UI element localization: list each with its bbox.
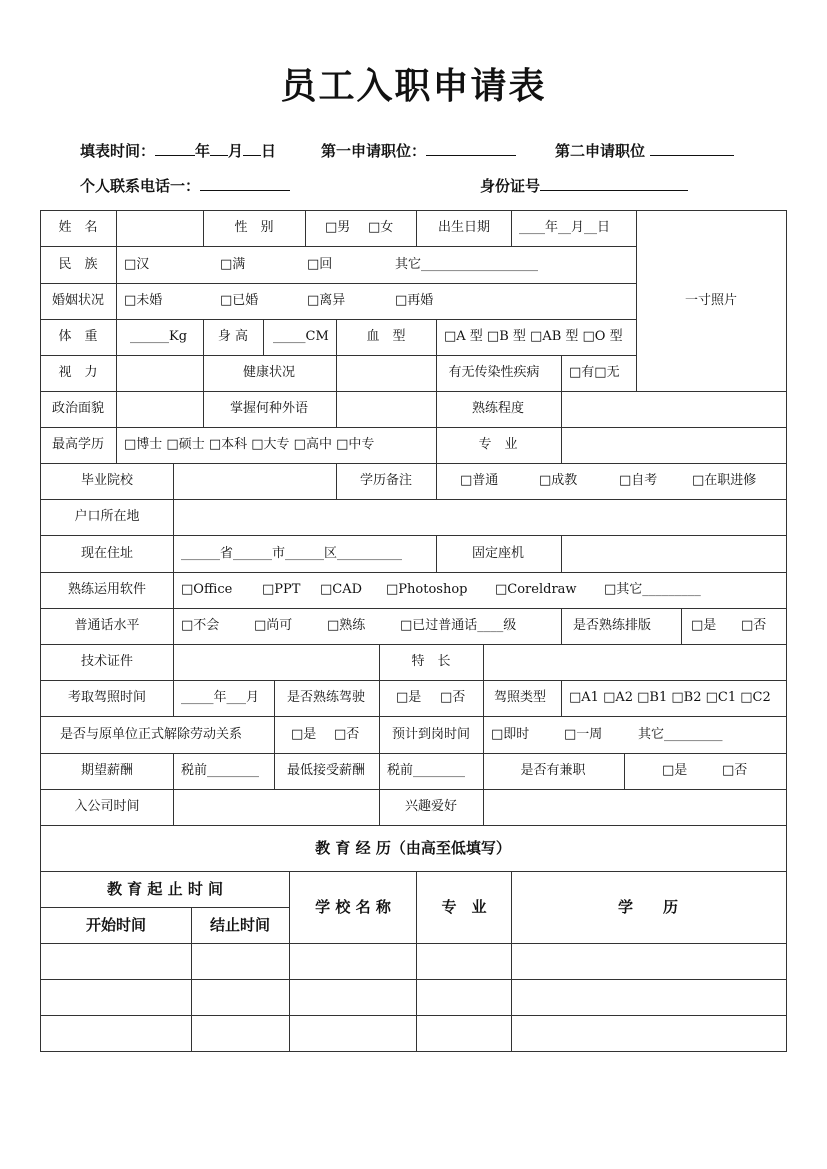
text-married[interactable]: □已婚 <box>220 293 259 308</box>
cell-vision-input[interactable] <box>116 355 204 392</box>
cell-hukou-input[interactable] <box>173 499 787 536</box>
typeset-no[interactable]: □否 <box>741 618 767 633</box>
text-male[interactable]: □男 <box>325 220 351 235</box>
text-birth: 出生日期 <box>437 220 491 235</box>
text-fair[interactable]: □尚可 <box>254 618 293 633</box>
text-typeset: 是否熟练排版 <box>572 618 652 633</box>
text-name: 姓 名 <box>58 220 98 235</box>
text-terminated: 是否与原单位正式解除劳动关系 <box>59 727 243 742</box>
text-license-time: 考取驾照时间 <box>67 690 147 705</box>
fill-year-field[interactable] <box>155 141 195 156</box>
edu-row-3-col-4[interactable] <box>416 1015 512 1052</box>
text-hukou: 户口所在地 <box>74 509 140 524</box>
text-fluent[interactable]: □熟练 <box>327 618 366 633</box>
cell-hobby-input[interactable] <box>483 789 787 826</box>
cell-specialty-input[interactable] <box>483 644 787 681</box>
text-hui[interactable]: □回 <box>307 257 333 272</box>
text-weight-value[interactable]: ______Kg <box>130 329 188 344</box>
cell-join-time-input[interactable] <box>173 789 380 826</box>
fill-time-label: 填表时间： <box>80 142 156 160</box>
text-birth-value[interactable]: ____年__月__日 <box>519 220 611 235</box>
terminated-yes[interactable]: □是 <box>291 727 317 742</box>
text-divorced[interactable]: □离异 <box>307 293 346 308</box>
cell-ethnic-options[interactable] <box>116 246 637 284</box>
text-ppt[interactable]: □PPT <box>262 582 301 597</box>
page-title: 员工入职申请表 <box>280 66 547 107</box>
text-coreldraw[interactable]: □Coreldraw <box>495 582 577 597</box>
text-education: 最高学历 <box>51 437 105 452</box>
text-office[interactable]: □Office <box>181 582 233 597</box>
text-blood: 血 型 <box>366 329 406 344</box>
application-form <box>40 210 786 1051</box>
cell-language-input[interactable] <box>336 391 437 428</box>
text-hobby: 兴趣爱好 <box>404 799 458 814</box>
text-address: 现在住址 <box>80 546 134 561</box>
text-start-time: 开始时间 <box>85 916 147 934</box>
salary-pretax[interactable]: 税前________ <box>181 763 260 778</box>
position1-label: 第一申请职位： <box>321 142 427 160</box>
text-education-options[interactable]: □博士 □硕士 □本科 □大专 □高中 □中专 <box>124 437 375 452</box>
text-license-time-value[interactable]: _____年___月 <box>181 690 260 705</box>
edu-row-2-col-5[interactable] <box>511 979 787 1016</box>
text-part-time: 是否有兼职 <box>520 763 586 778</box>
text-edu-major: 专 业 <box>441 898 487 916</box>
edu-row-2-col-3[interactable] <box>289 979 417 1016</box>
drive-no[interactable]: □否 <box>440 690 466 705</box>
text-degree: 学 历 <box>617 898 679 916</box>
text-weight: 体 重 <box>58 329 98 344</box>
cell-political-input[interactable] <box>116 391 204 428</box>
edu-row-2-col-4[interactable] <box>416 979 512 1016</box>
text-han[interactable]: □汉 <box>124 257 150 272</box>
position2-label: 第二申请职位 <box>555 142 646 160</box>
text-infectious: 有无传染性疾病 <box>448 365 540 380</box>
text-immediate[interactable]: □即时 <box>491 727 530 742</box>
text-man[interactable]: □满 <box>220 257 246 272</box>
text-arrival: 预计到岗时间 <box>391 727 471 742</box>
text-proficiency: 熟练程度 <box>471 401 525 416</box>
position2 <box>555 140 734 161</box>
edu-row-1-col-5[interactable] <box>511 943 787 980</box>
edu-row-1-col-1[interactable] <box>40 943 192 980</box>
phone-label: 个人联系电话一： <box>80 177 201 195</box>
text-cad[interactable]: □CAD <box>320 582 363 597</box>
month-label: 月 <box>228 142 244 160</box>
text-edu-note: 学历备注 <box>359 473 413 488</box>
text-adult[interactable]: □成教 <box>539 473 578 488</box>
min-salary-pretax[interactable]: 税前________ <box>387 763 466 778</box>
text-ethnic-other[interactable]: 其它__________________ <box>395 257 539 272</box>
text-join-time: 入公司时间 <box>74 799 140 814</box>
phone-field[interactable] <box>200 176 290 191</box>
text-specialty: 特 长 <box>411 654 451 669</box>
cell-health-input[interactable] <box>336 355 437 392</box>
text-general[interactable]: □普通 <box>460 473 499 488</box>
edu-row-3-col-5[interactable] <box>511 1015 787 1052</box>
text-edu-period: 教 育 起 止 时 间 <box>106 880 224 898</box>
text-ps[interactable]: □Photoshop <box>386 582 468 597</box>
text-ethnic: 民 族 <box>58 257 98 272</box>
cell-drive-options[interactable] <box>379 680 484 717</box>
cell-name-input[interactable] <box>116 210 204 247</box>
text-edu-history: 教 育 经 历（由高至低填写） <box>315 839 511 857</box>
text-health: 健康状况 <box>242 365 296 380</box>
fill-time-row <box>80 140 276 161</box>
text-school-name: 学 校 名 称 <box>315 898 391 916</box>
text-self-study[interactable]: □自考 <box>619 473 658 488</box>
text-mandarin: 普通话水平 <box>74 618 140 633</box>
edu-row-2-col-1[interactable] <box>40 979 192 1016</box>
id-number <box>480 175 688 196</box>
text-gender: 性 别 <box>234 220 274 235</box>
position2-field[interactable] <box>650 141 734 156</box>
year-label: 年 <box>195 142 211 160</box>
cell-marital-options[interactable] <box>116 283 637 320</box>
text-political: 政治面貌 <box>51 401 105 416</box>
edu-row-1-col-2[interactable] <box>191 943 290 980</box>
id-field[interactable] <box>540 176 688 191</box>
text-photo: 一寸照片 <box>684 293 738 308</box>
day-label: 日 <box>261 142 277 160</box>
text-min-salary: 最低接受薪酬 <box>286 763 366 778</box>
position1-field[interactable] <box>426 141 516 156</box>
text-software: 熟练运用软件 <box>67 582 147 597</box>
text-cert: 技术证件 <box>80 654 134 669</box>
cell-major-input[interactable] <box>561 427 787 464</box>
id-label: 身份证号 <box>480 177 541 195</box>
fill-month-field[interactable] <box>210 141 228 156</box>
text-cannot[interactable]: □不会 <box>181 618 220 633</box>
edu-row-2-col-2[interactable] <box>191 979 290 1016</box>
text-end-time: 结止时间 <box>209 916 271 934</box>
text-height: 身 高 <box>217 329 249 344</box>
text-remarried[interactable]: □再婚 <box>395 293 434 308</box>
text-salary: 期望薪酬 <box>80 763 134 778</box>
cell-part-time-options[interactable] <box>624 753 787 790</box>
text-single[interactable]: □未婚 <box>124 293 163 308</box>
part-time-no[interactable]: □否 <box>722 763 748 778</box>
text-vision: 视 力 <box>58 365 98 380</box>
cell-terminated-options[interactable] <box>274 716 380 754</box>
cell-school-input[interactable] <box>173 463 337 500</box>
cell-landline-input[interactable] <box>561 535 787 573</box>
text-landline: 固定座机 <box>471 546 525 561</box>
text-school: 毕业院校 <box>80 473 134 488</box>
text-major: 专 业 <box>478 437 518 452</box>
typeset-yes[interactable]: □是 <box>691 618 717 633</box>
text-in-service[interactable]: □在职进修 <box>692 473 757 488</box>
edu-row-1-col-3[interactable] <box>289 943 417 980</box>
text-passed[interactable]: □已过普通话____级 <box>400 618 517 633</box>
text-address-value[interactable]: ______省______市______区__________ <box>181 546 403 561</box>
text-female[interactable]: □女 <box>368 220 394 235</box>
text-software-other[interactable]: □其它_________ <box>604 582 701 597</box>
edu-row-3-col-3[interactable] <box>289 1015 417 1052</box>
fill-day-field[interactable] <box>243 141 261 156</box>
position1 <box>321 140 516 161</box>
text-can-drive: 是否熟练驾驶 <box>286 690 366 705</box>
cell-cert-input[interactable] <box>173 644 380 681</box>
edu-row-3-col-1[interactable] <box>40 1015 192 1052</box>
text-license-type: 驾照类型 <box>493 690 547 705</box>
text-marital: 婚姻状况 <box>51 293 105 308</box>
text-license-type-options[interactable]: □A1 □A2 □B1 □B2 □C1 □C2 <box>569 690 771 705</box>
text-arrival-other[interactable]: 其它_________ <box>638 727 723 742</box>
text-one-week[interactable]: □一周 <box>564 727 603 742</box>
part-time-yes[interactable]: □是 <box>662 763 688 778</box>
drive-yes[interactable]: □是 <box>396 690 422 705</box>
edu-row-1-col-4[interactable] <box>416 943 512 980</box>
terminated-no[interactable]: □否 <box>334 727 360 742</box>
cell-proficiency-input[interactable] <box>561 391 787 428</box>
text-infectious-options[interactable]: □有□无 <box>569 365 620 380</box>
edu-row-3-col-2[interactable] <box>191 1015 290 1052</box>
text-height-value[interactable]: _____CM <box>273 329 329 344</box>
phone <box>80 175 290 196</box>
text-language: 掌握何种外语 <box>229 401 309 416</box>
cell-gender-options[interactable] <box>305 210 417 247</box>
text-blood-options[interactable]: □A 型 □B 型 □AB 型 □O 型 <box>444 329 623 344</box>
